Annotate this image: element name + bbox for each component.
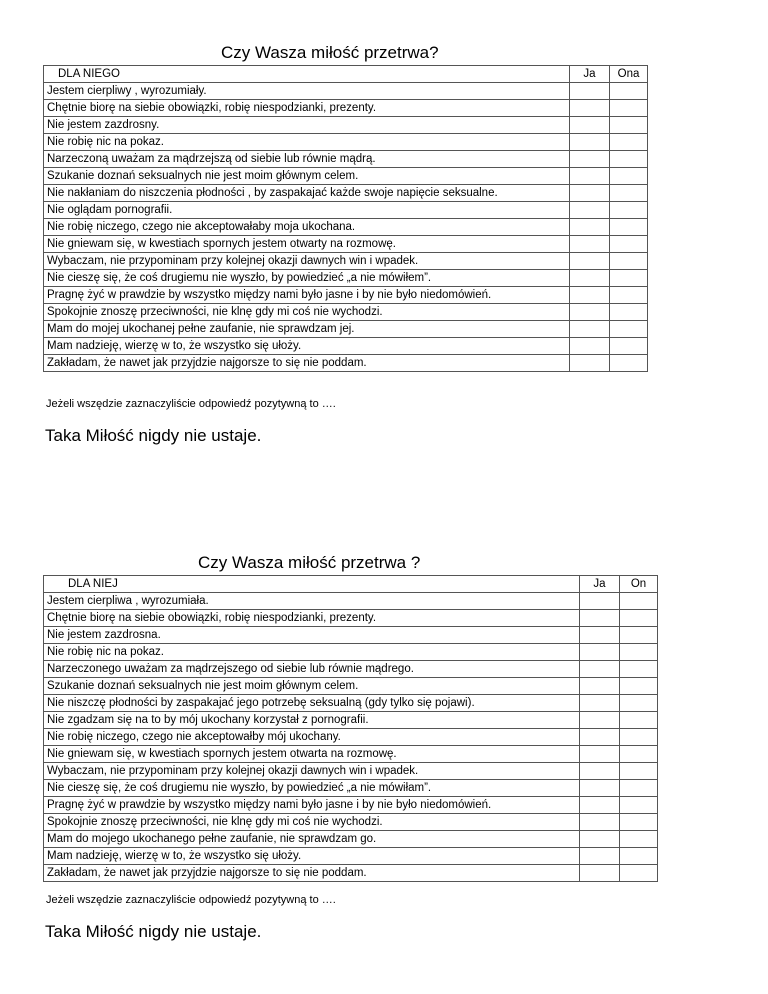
answer-cell-partner[interactable] — [620, 644, 658, 661]
answer-cell-me[interactable] — [570, 134, 610, 151]
table-row — [44, 151, 648, 168]
answer-cell-me[interactable] — [570, 151, 610, 168]
answer-cell-me[interactable] — [580, 712, 620, 729]
answer-cell-partner[interactable] — [610, 202, 648, 219]
table-row — [44, 321, 648, 338]
column-header-him: On — [620, 576, 658, 593]
answer-cell-partner[interactable] — [620, 780, 658, 797]
table-row — [44, 661, 658, 678]
question-text: Nie nakłaniam do niszczenia płodności , by zaspakajać każde swoje napięcie seksualne. — [44, 185, 570, 202]
section-2-motto: Taka Miłość nigdy nie ustaje. — [45, 922, 262, 941]
question-text: Nie cieszę się, że coś drugiemu nie wyszło, by powiedzieć „a nie mówiłam”. — [44, 780, 580, 797]
quiz-table-him — [43, 65, 648, 372]
answer-cell-partner[interactable] — [620, 763, 658, 780]
answer-cell-partner[interactable] — [620, 814, 658, 831]
table-row — [44, 134, 648, 151]
answer-cell-me[interactable] — [580, 627, 620, 644]
answer-cell-partner[interactable] — [610, 100, 648, 117]
question-text: Nie jestem zazdrosna. — [44, 627, 580, 644]
answer-cell-partner[interactable] — [620, 746, 658, 763]
answer-cell-me[interactable] — [580, 865, 620, 882]
question-text: Jestem cierpliwy , wyrozumiały. — [44, 83, 570, 100]
question-text: Chętnie biorę na siebie obowiązki, robię niespodzianki, prezenty. — [44, 100, 570, 117]
table-row — [44, 117, 648, 134]
question-text: Mam nadzieję, wierzę w to, że wszystko się ułoży. — [44, 848, 580, 865]
table-header-row — [44, 576, 658, 593]
question-text: Jestem cierpliwa , wyrozumiała. — [44, 593, 580, 610]
table-row — [44, 780, 658, 797]
answer-cell-me[interactable] — [570, 117, 610, 134]
answer-cell-me[interactable] — [570, 100, 610, 117]
answer-cell-partner[interactable] — [610, 168, 648, 185]
answer-cell-partner[interactable] — [620, 610, 658, 627]
answer-cell-me[interactable] — [570, 219, 610, 236]
question-text: Zakładam, że nawet jak przyjdzie najgorsze to się nie poddam. — [44, 865, 580, 882]
question-text: Nie niszczę płodności by zaspakajać jego potrzebę seksualną (gdy tylko się pojawi). — [44, 695, 580, 712]
answer-cell-partner[interactable] — [610, 321, 648, 338]
question-text: Nie robię nic na pokaz. — [44, 134, 570, 151]
answer-cell-me[interactable] — [570, 355, 610, 372]
table-row — [44, 168, 648, 185]
table-row — [44, 763, 658, 780]
question-text: Mam do mojego ukochanego pełne zaufanie, nie sprawdzam go. — [44, 831, 580, 848]
column-header-her: Ona — [610, 66, 648, 83]
section-1-note: Jeżeli wszędzie zaznaczyliście odpowiedź pozytywną to …. — [46, 398, 336, 410]
question-text: Pragnę żyć w prawdzie by wszystko między nami było jasne i by nie było niedomówień. — [44, 797, 580, 814]
table-row — [44, 695, 658, 712]
answer-cell-partner[interactable] — [620, 627, 658, 644]
answer-cell-me[interactable] — [570, 304, 610, 321]
table-row — [44, 746, 658, 763]
question-text: Narzeczonego uważam za mądrzejszego od siebie lub równie mądrego. — [44, 661, 580, 678]
answer-cell-me[interactable] — [580, 644, 620, 661]
answer-cell-partner[interactable] — [610, 270, 648, 287]
table-row — [44, 797, 658, 814]
answer-cell-partner[interactable] — [620, 678, 658, 695]
question-text: Nie robię niczego, czego nie akceptowałby mój ukochany. — [44, 729, 580, 746]
answer-cell-partner[interactable] — [610, 134, 648, 151]
table-row — [44, 304, 648, 321]
question-text: Nie jestem zazdrosny. — [44, 117, 570, 134]
question-text: Nie zgadzam się na to by mój ukochany korzystał z pornografii. — [44, 712, 580, 729]
answer-cell-partner[interactable] — [610, 338, 648, 355]
question-text: Wybaczam, nie przypominam przy kolejnej okazji dawnych win i wpadek. — [44, 763, 580, 780]
answer-cell-partner[interactable] — [620, 729, 658, 746]
answer-cell-me[interactable] — [580, 593, 620, 610]
question-text: Nie cieszę się, że coś drugiemu nie wyszło, by powiedzieć „a nie mówiłem”. — [44, 270, 570, 287]
question-text: Mam do mojej ukochanej pełne zaufanie, nie sprawdzam jej. — [44, 321, 570, 338]
question-text: Szukanie doznań seksualnych nie jest moim głównym celem. — [44, 678, 580, 695]
table-row — [44, 236, 648, 253]
table-header-row — [44, 66, 648, 83]
column-header-me: Ja — [570, 66, 610, 83]
table-row — [44, 253, 648, 270]
answer-cell-partner[interactable] — [610, 355, 648, 372]
answer-cell-partner[interactable] — [620, 712, 658, 729]
answer-cell-me[interactable] — [580, 797, 620, 814]
question-text: Narzeczoną uważam za mądrzejszą od siebie lub równie mądrą. — [44, 151, 570, 168]
table-row — [44, 831, 658, 848]
answer-cell-partner[interactable] — [610, 253, 648, 270]
question-text: Nie oglądam pornografii. — [44, 202, 570, 219]
question-text: Nie robię nic na pokaz. — [44, 644, 580, 661]
question-text: Spokojnie znoszę przeciwności, nie klnę gdy mi coś nie wychodzi. — [44, 814, 580, 831]
answer-cell-me[interactable] — [570, 83, 610, 100]
question-text: Nie robię niczego, czego nie akceptowałaby moja ukochana. — [44, 219, 570, 236]
table-row — [44, 627, 658, 644]
answer-cell-me[interactable] — [580, 729, 620, 746]
header-for-him: DLA NIEGO — [44, 66, 570, 83]
question-text: Pragnę żyć w prawdzie by wszystko między nami było jasne i by nie było niedomówień. — [44, 287, 570, 304]
table-row — [44, 865, 658, 882]
table-row — [44, 270, 648, 287]
table-row — [44, 202, 648, 219]
table-row — [44, 287, 648, 304]
answer-cell-me[interactable] — [570, 185, 610, 202]
answer-cell-partner[interactable] — [620, 848, 658, 865]
section-2-title: Czy Wasza miłość przetrwa ? — [198, 553, 421, 572]
answer-cell-me[interactable] — [570, 338, 610, 355]
question-text: Zakładam, że nawet jak przyjdzie najgorsze to się nie poddam. — [44, 355, 570, 372]
answer-cell-partner[interactable] — [620, 865, 658, 882]
question-text: Nie gniewam się, w kwestiach spornych jestem otwarty na rozmowę. — [44, 236, 570, 253]
answer-cell-me[interactable] — [580, 610, 620, 627]
answer-cell-partner[interactable] — [620, 593, 658, 610]
table-row — [44, 185, 648, 202]
question-text: Wybaczam, nie przypominam przy kolejnej okazji dawnych win i wpadek. — [44, 253, 570, 270]
answer-cell-me[interactable] — [570, 168, 610, 185]
answer-cell-partner[interactable] — [610, 236, 648, 253]
section-1-title: Czy Wasza miłość przetrwa? — [221, 43, 439, 62]
answer-cell-partner[interactable] — [610, 219, 648, 236]
answer-cell-me[interactable] — [580, 780, 620, 797]
question-text: Nie gniewam się, w kwestiach spornych jestem otwarta na rozmowę. — [44, 746, 580, 763]
section-2-note: Jeżeli wszędzie zaznaczyliście odpowiedź pozytywną to …. — [46, 894, 336, 906]
answer-cell-partner[interactable] — [620, 797, 658, 814]
answer-cell-me[interactable] — [580, 814, 620, 831]
question-text: Mam nadzieję, wierzę w to, że wszystko się ułoży. — [44, 338, 570, 355]
table-row — [44, 814, 658, 831]
answer-cell-partner[interactable] — [610, 151, 648, 168]
question-text: Spokojnie znoszę przeciwności, nie klnę gdy mi coś nie wychodzi. — [44, 304, 570, 321]
table-row — [44, 610, 658, 627]
section-1-motto: Taka Miłość nigdy nie ustaje. — [45, 426, 262, 445]
question-text: Chętnie biorę na siebie obowiązki, robię niespodzianki, prezenty. — [44, 610, 580, 627]
answer-cell-me[interactable] — [570, 236, 610, 253]
table-row — [44, 100, 648, 117]
answer-cell-me[interactable] — [580, 831, 620, 848]
answer-cell-me[interactable] — [580, 763, 620, 780]
question-text: Szukanie doznań seksualnych nie jest moim głównym celem. — [44, 168, 570, 185]
answer-cell-me[interactable] — [570, 253, 610, 270]
answer-cell-partner[interactable] — [620, 831, 658, 848]
answer-cell-partner[interactable] — [610, 287, 648, 304]
answer-cell-partner[interactable] — [610, 304, 648, 321]
table-row — [44, 678, 658, 695]
table-row — [44, 593, 658, 610]
table-row — [44, 848, 658, 865]
answer-cell-me[interactable] — [580, 695, 620, 712]
answer-cell-partner[interactable] — [610, 185, 648, 202]
table-row — [44, 338, 648, 355]
table-row — [44, 729, 658, 746]
quiz-table-her — [43, 575, 658, 882]
table-row — [44, 219, 648, 236]
table-row — [44, 712, 658, 729]
table-row — [44, 644, 658, 661]
answer-cell-me[interactable] — [580, 848, 620, 865]
answer-cell-partner[interactable] — [610, 117, 648, 134]
answer-cell-partner[interactable] — [610, 83, 648, 100]
answer-cell-me[interactable] — [580, 746, 620, 763]
table-row — [44, 355, 648, 372]
table-row — [44, 83, 648, 100]
answer-cell-partner[interactable] — [620, 661, 658, 678]
answer-cell-partner[interactable] — [620, 695, 658, 712]
column-header-me: Ja — [580, 576, 620, 593]
answer-cell-me[interactable] — [570, 287, 610, 304]
answer-cell-me[interactable] — [580, 661, 620, 678]
answer-cell-me[interactable] — [580, 678, 620, 695]
header-for-her: DLA NIEJ — [44, 576, 580, 593]
answer-cell-me[interactable] — [570, 202, 610, 219]
answer-cell-me[interactable] — [570, 321, 610, 338]
answer-cell-me[interactable] — [570, 270, 610, 287]
